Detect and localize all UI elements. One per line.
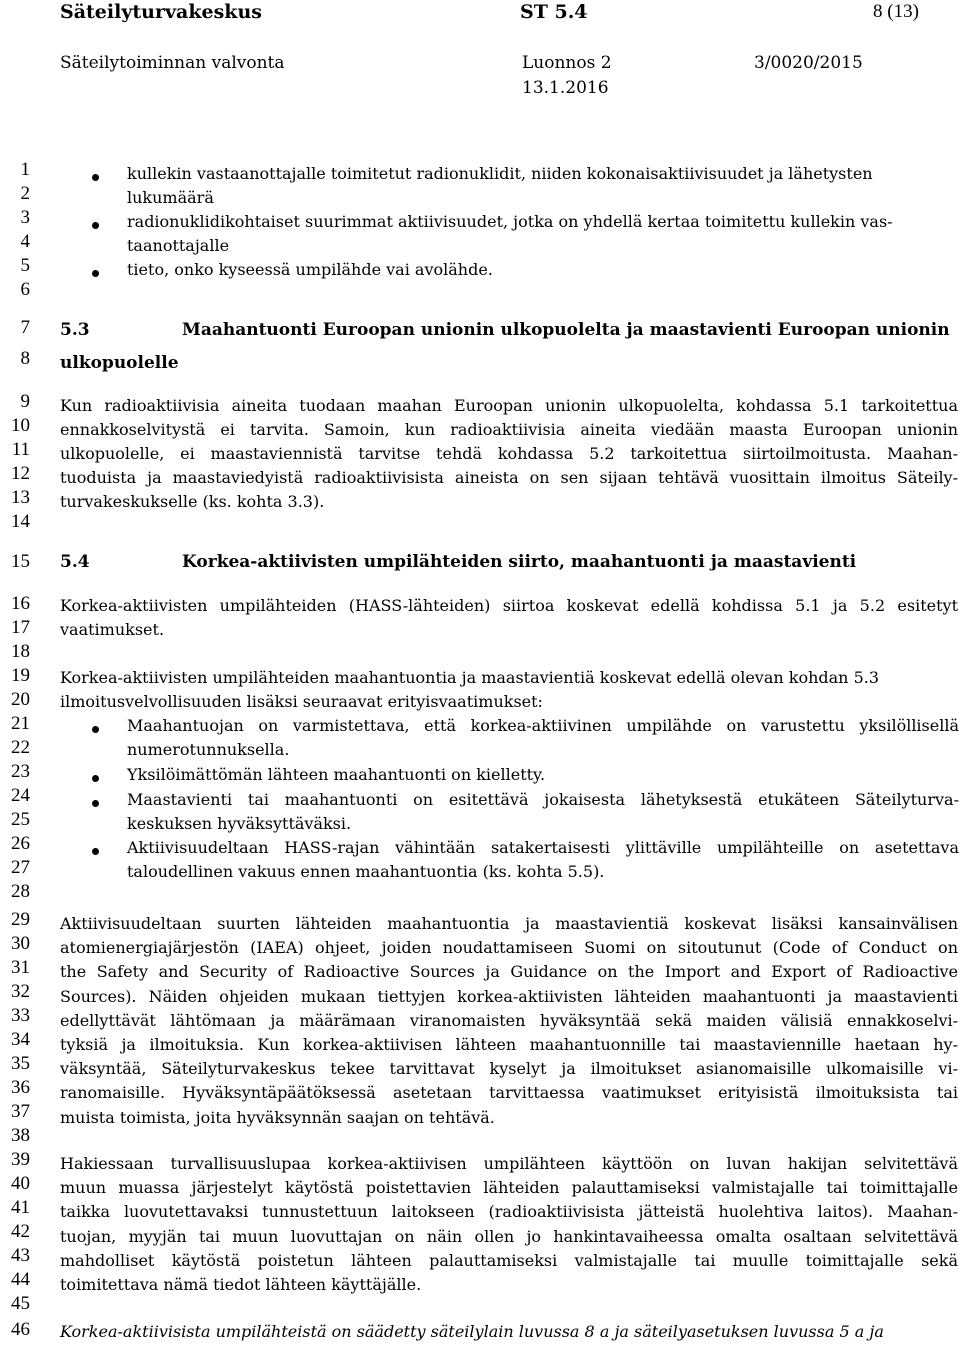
text-line: muista toimista, joita hyväksynnän saajan on tehtävä. [60,1107,495,1127]
text-line: Sources). Näiden ohjeiden mukaan tiettyjen korkea-aktiivisten lähteiden maahantuonti ja maastavienti [60,986,958,1006]
line-number: 15 [11,551,30,572]
line-number: 5 [20,255,30,276]
line-number: 13 [11,487,30,508]
text-line: edellyttävät lähtömaan ja määrämaan viranomaisten hyväksyntää sekä maiden välisiä ennakkoselvi- [60,1010,958,1030]
header-guide: ST 5.4 [520,1,588,23]
line-number: 24 [11,785,30,806]
line-number: 46 [11,1319,30,1340]
header-org: Säteilyturvakeskus [60,1,262,23]
line-number: 19 [11,665,30,686]
header-department: Säteilytoiminnan valvonta [60,53,285,73]
section-title: Korkea-aktiivisten umpilähteiden siirto, maahantuonti ja maastavienti [182,552,857,572]
line-number: 37 [11,1101,30,1122]
text-line: atomienergiajärjestön (IAEA) ohjeet, joiden noudattamiseen Suomi on sitoutunut (Code of Conduct on [60,938,958,958]
line-number: 7 [20,317,30,338]
text-line: Aktiivisuudeltaan HASS-rajan vähintään satakertaisesti ylittäville umpilähteille on asetettava [127,838,959,857]
text-line: keskuksen hyväksyttäväksi. [127,814,352,833]
text-line: väksyntää, Säteilyturvakeskus tekee tarvittavat kyselyt ja ilmoitukset asianomaisille ulkomaisille vi- [60,1059,958,1079]
text-line: Maahantuojan on varmistettava, että korkea-aktiivinen umpilähde on varustettu yksilöllisellä [127,716,959,735]
line-number: 25 [11,809,30,830]
line-number: 1 [20,159,30,180]
text-line: vaatimukset. [60,620,165,639]
text-line: numerotunnuksella. [127,740,290,759]
text-line: ulkopuolelle, ei maastaviennistä tarvitse tehdä kohdassa 5.2 tarkoitettua siirtoilmoitusta. Maahan- [60,444,958,463]
line-number: 8 [20,348,30,369]
text-line: the Safety and Security of Radioactive Sources ja Guidance on the Import and Export of Radioactive [60,962,958,982]
header-draft-date: 13.1.2016 [522,78,609,98]
bullet-marker [92,270,99,277]
text-line: lukumäärä [127,188,214,207]
text-line: kullekin vastaanottajalle toimitetut radionuklidit, niiden kokonaisaktiivisuudet ja lähetysten [127,164,873,183]
text-line: toimitettava nämä tiedot lähteen käyttäjälle. [60,1275,422,1294]
line-number: 28 [11,881,30,902]
bullet-marker [92,775,99,782]
section-number: 5.4 [60,552,90,572]
text-line: Korkea-aktiivisten umpilähteiden maahantuontia ja maastavientiä koskevat edellä olevan kohdan 5.3 [60,668,880,687]
header-draft: Luonnos 2 [522,53,612,73]
line-number: 23 [11,761,30,782]
line-number: 26 [11,833,30,854]
text-line: ilmoitusvelvollisuuden lisäksi seuraavat erityisvaatimukset: [60,692,543,711]
text-line: muun muassa järjestelyt käytöstä poistettavien lähteiden palauttamiseksi valmistajalle tai toimittajalle [60,1178,958,1198]
text-line: taikka luovutettavaksi tunnustettuun laitokseen (radioaktiivisista jätteistä huolehtiva laitos). Maahan- [60,1202,958,1222]
line-number: 36 [11,1077,30,1098]
line-number: 14 [11,511,30,532]
line-number: 11 [11,439,30,460]
line-number: 32 [11,981,30,1002]
line-number: 18 [11,641,30,662]
text-line: turvakeskukselle (ks. kohta 3.3). [60,492,325,511]
text-line: Hakiessaan turvallisuuslupaa korkea-aktiivisen umpilähteen käyttöön on luvan hakijan selvitettävä [60,1154,958,1173]
line-number: 3 [20,207,30,228]
header-page: 8 (13) [873,1,919,22]
line-number: 29 [11,909,30,930]
text-line: ranomaisille. Hyväksyntäpäätöksessä asetetaan tarvittaessa vaatimukset erityisistä ilmoituksista tai [60,1083,958,1103]
text-line: Maastavienti tai maahantuonti on esitettävä jokaisesta lähetyksestä etukäteen Säteilyturva- [127,790,959,809]
line-number: 12 [11,463,30,484]
text-line: tieto, onko kyseessä umpilähde vai avolähde. [127,260,493,279]
line-number: 9 [20,391,30,412]
bullet-marker [92,848,99,855]
line-number: 31 [11,957,30,978]
text-line: tyksiä ja ilmoituksia. Kun korkea-aktiivisen lähteen maahantuonnille tai maastaviennille haetaan hy- [60,1035,958,1054]
line-number: 44 [11,1269,30,1290]
header-ref: 3/0020/2015 [754,53,863,73]
text-line: Aktiivisuudeltaan suurten lähteiden maahantuontia ja maastavientiä koskevat lisäksi kansainvälisen [60,914,958,933]
text-line: tuoduista ja maastaviedyistä radioaktiivisista aineista on sen sijaan tehtävä vuosittain ilmoitus Säteily- [60,468,958,487]
line-number: 42 [11,1221,30,1242]
line-number: 43 [11,1245,30,1266]
line-number: 30 [11,933,30,954]
text-line: Yksilöimättömän lähteen maahantuonti on kielletty. [127,765,546,784]
line-number: 4 [20,231,30,252]
bullet-marker [92,726,99,733]
line-number: 39 [11,1149,30,1170]
text-line: mahdolliset käytöstä poistetun lähteen palauttamiseksi valmistajalle tai muulle toimittajalle sekä [60,1250,958,1270]
bullet-marker [92,800,99,807]
line-number: 38 [11,1125,30,1146]
text-line: tuojan, myyjän tai muun luovuttajan on näin ollen jo hankintavaiheessa omalta osaltaan selvitettävä [60,1226,958,1246]
line-number: 40 [11,1173,30,1194]
section-title: ulkopuolelle [60,353,179,373]
line-number: 34 [11,1029,30,1050]
text-line: radionuklidikohtaiset suurimmat aktiivisuudet, jotka on yhdellä kertaa toimitettu kullekin vas- [127,212,893,231]
line-number: 17 [11,617,30,638]
line-number: 22 [11,737,30,758]
line-number: 35 [11,1053,30,1074]
text-line: taloudellinen vakuus ennen maahantuontia (ks. kohta 5.5). [127,862,605,881]
line-number: 45 [11,1293,30,1314]
line-number: 10 [11,415,30,436]
section-title: Maahantuonti Euroopan unionin ulkopuolelta ja maastavienti Euroopan unionin [182,320,950,340]
text-line: Korkea-aktiivisten umpilähteiden (HASS-lähteiden) siirtoa koskevat edellä kohdissa 5.1 ja 5.2 esitetyt [60,596,958,615]
text-line: taanottajalle [127,236,230,255]
line-number: 21 [11,713,30,734]
line-number: 16 [11,593,30,614]
line-number: 33 [11,1005,30,1026]
bullet-marker [92,222,99,229]
text-line: Korkea-aktiivisista umpilähteistä on säädetty säteilylain luvussa 8 a ja säteilyasetuksen luvussa 5 a ja [60,1322,884,1341]
line-number: 6 [20,279,30,300]
line-number: 2 [20,183,30,204]
text-line: Kun radioaktiivisia aineita tuodaan maahan Euroopan unionin ulkopuolelta, kohdassa 5.1 tarkoitettua [60,396,958,415]
text-line: ennakkoselvitystä ei tarvita. Samoin, kun radioaktiivisia aineita viedään maasta Euroopan unionin [60,420,958,439]
line-number: 27 [11,857,30,878]
section-number: 5.3 [60,320,90,340]
line-number: 41 [11,1197,30,1218]
line-number: 20 [11,689,30,710]
bullet-marker [92,174,99,181]
